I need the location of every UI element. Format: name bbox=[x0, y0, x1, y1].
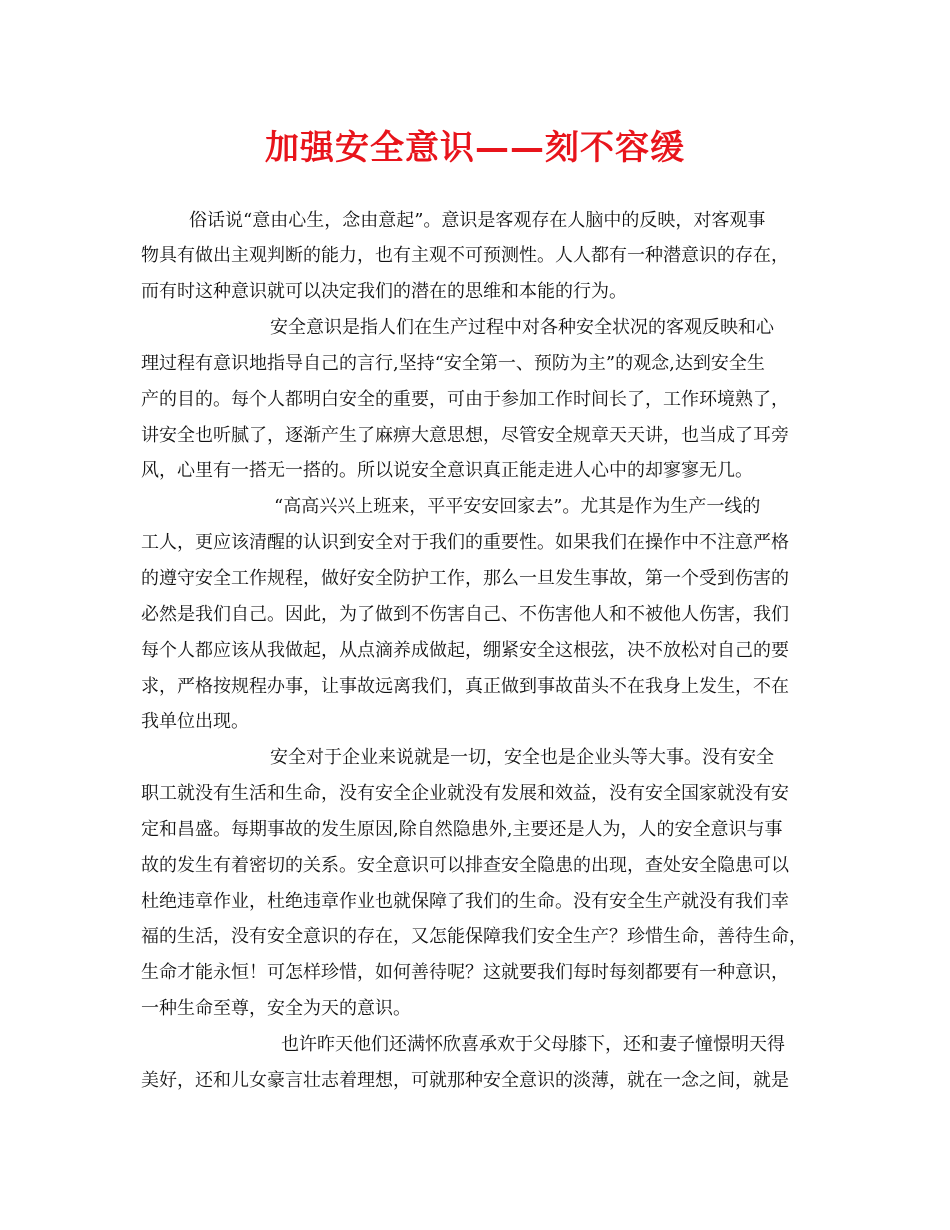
paragraph-3-line-1: “高高兴兴上班来，平平安安回家去”。尤其是作为生产一线的 bbox=[274, 496, 761, 517]
paragraph-4-line-4: 故的发生有着密切的关系。安全意识可以排查安全隐患的出现，查处安全隐患可以 bbox=[141, 855, 789, 876]
paragraph-2-line-2: 理过程有意识地指导自己的言行,坚持“安全第一、预防为主”的观念,达到安全生 bbox=[141, 353, 765, 374]
paragraph-3-line-6: 求，严格按规程办事，让事故远离我们，真正做到事故苗头不在我身上发生，不在 bbox=[141, 676, 789, 697]
paragraph-3-line-5: 每个人都应该从我做起，从点滴养成做起，绷紧安全这根弦，决不放松对自己的要 bbox=[141, 640, 789, 661]
paragraph-3-line-7: 我单位出现。 bbox=[141, 711, 249, 732]
paragraph-4-line-7: 生命才能永恒！可怎样珍惜，如何善待呢？这就要我们每时每刻都要有一种意识， bbox=[141, 962, 789, 983]
paragraph-2-line-3: 产的目的。每个人都明白安全的重要，可由于参加工作时间长了，工作环境熟了， bbox=[141, 389, 789, 410]
paragraph-1-line-2: 物具有做出主观判断的能力，也有主观不可预测性。人人都有一种潜意识的存在， bbox=[141, 245, 789, 266]
paragraph-1-line-3: 而有时这种意识就可以决定我们的潜在的思维和本能的行为。 bbox=[141, 281, 627, 302]
paragraph-3-line-3: 的遵守安全工作规程，做好安全防护工作，那么一旦发生事故，第一个受到伤害的 bbox=[141, 568, 789, 589]
paragraph-4-line-3: 定和昌盛。每期事故的发生原因,除自然隐患外,主要还是人为，人的安全意识与事 bbox=[141, 819, 783, 840]
paragraph-2-line-4: 讲安全也听腻了，逐渐产生了麻痹大意思想，尽管安全规章天天讲，也当成了耳旁 bbox=[141, 425, 789, 446]
document-title: 加强安全意识——刻不容缓 bbox=[265, 128, 685, 168]
paragraph-4-line-6: 福的生活，没有安全意识的存在，又怎能保障我们安全生产？珍惜生命，善待生命， bbox=[141, 926, 807, 947]
paragraph-1-line-1: 俗话说“意由心生，念由意起”。意识是客观存在人脑中的反映，对客观事 bbox=[189, 210, 766, 231]
paragraph-4-line-2: 职工就没有生活和生命，没有安全企业就没有发展和效益，没有安全国家就没有安 bbox=[141, 783, 789, 804]
paragraph-5-line-1: 也许昨天他们还满怀欣喜承欢于父母膝下，还和妻子憧憬明天得 bbox=[281, 1034, 785, 1055]
paragraph-4-line-8: 一种生命至尊，安全为天的意识。 bbox=[141, 998, 411, 1019]
paragraph-2-line-5: 风，心里有一搭无一搭的。所以说安全意识真正能走进人心中的却寥寥无几。 bbox=[141, 460, 753, 481]
paragraph-3-line-2: 工人，更应该清醒的认识到安全对于我们的重要性。如果我们在操作中不注意严格 bbox=[141, 532, 789, 553]
paragraph-2-line-1: 安全意识是指人们在生产过程中对各种安全状况的客观反映和心 bbox=[270, 317, 774, 338]
paragraph-3-line-4: 必然是我们自己。因此，为了做到不伤害自己、不伤害他人和不被他人伤害，我们 bbox=[141, 604, 789, 625]
paragraph-4-line-5: 杜绝违章作业，杜绝违章作业也就保障了我们的生命。没有安全生产就没有我们幸 bbox=[141, 891, 789, 912]
paragraph-4-line-1: 安全对于企业来说就是一切，安全也是企业头等大事。没有安全 bbox=[270, 747, 774, 768]
paragraph-5-line-2: 美好，还和儿女豪言壮志着理想，可就那种安全意识的淡薄，就在一念之间，就是 bbox=[141, 1070, 789, 1091]
